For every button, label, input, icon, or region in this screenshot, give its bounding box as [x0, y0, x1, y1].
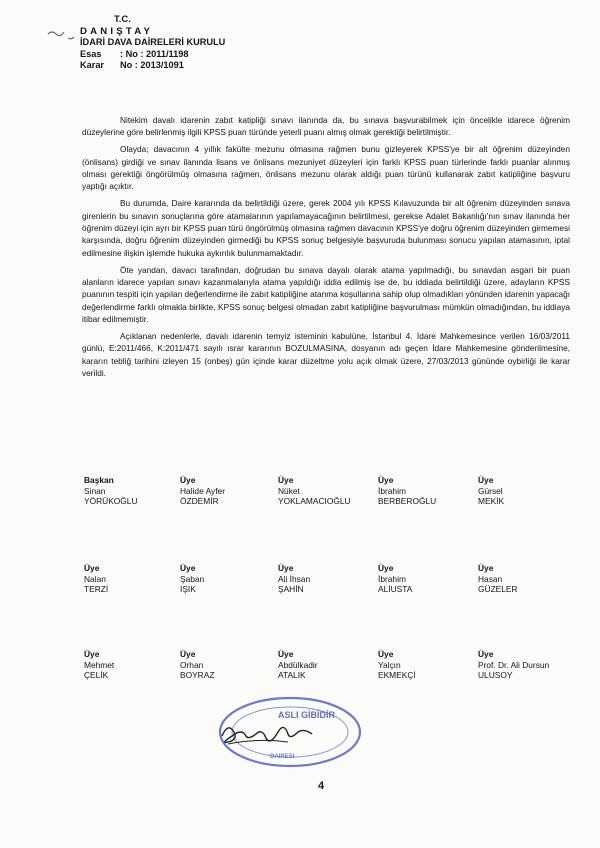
signer-last-name: BERBEROĞLU [378, 496, 437, 507]
signer-last-name: TERZİ [84, 584, 109, 595]
signer-role: Üye [378, 649, 394, 659]
stamp-text-bottom: DAİRESİ [270, 754, 295, 760]
signer-last-name: IŞIK [180, 584, 196, 595]
esas-label: Esas [80, 48, 102, 59]
chamber-name: İDARİ DAVA DAİRELERİ KURULU [80, 37, 226, 48]
signer-first-name: Yalçın [378, 659, 401, 670]
signer-last-name: ÖZDEMİR [180, 496, 219, 507]
court-name: DANIŞTAY [80, 25, 154, 37]
paragraph: Bu durumda, Daire kararında da belirtildiği üzere, gerek 2004 yılı KPSS Kılavuzunda bir alt öğrenim düzeyinden sınava girenlerin bu sınavın sonuçlarına göre atamalarının yapılamayacağının belirtilmesi, gerekse Adalet Bakanlığı'nın sınav ilanında her öğrenim düzeyi için ayrı bir KPSS puan türü öngörülmüş olmasına rağmen davacının KPSS'ye doğru öğrenim düzeyinden girmemesi karşısında, doğru öğrenim düzeyinden girmediği bu KPSS sonuç belgesiyle başvuruda bulunması sonucu yapılan atamasının, iptal edilmesine ilişkin işlemde hukuka aykırılık bulunmamaktadır. [82, 198, 570, 258]
signer-first-name: Prof. Dr. Ali Dursun [478, 659, 550, 670]
signer-first-name: Şaban [180, 573, 205, 584]
signer-role: Üye [278, 563, 294, 573]
signer-role: Üye [478, 475, 494, 485]
signer-role: Üye [278, 475, 294, 485]
margin-mark-icon [44, 20, 84, 50]
signer-first-name: Nalan [84, 573, 106, 584]
signer-last-name: GÜZELER [478, 584, 518, 595]
signer-role: Başkan [84, 475, 114, 485]
signer-role: Üye [478, 563, 494, 573]
signer-role: Üye [378, 475, 394, 485]
karar-row [80, 60, 225, 72]
signer [278, 563, 310, 595]
stamp-text-top: ASLI GİBİDİR [278, 710, 336, 720]
signer-last-name: YÖRÜKOĞLU [84, 496, 138, 507]
signer [180, 563, 204, 595]
paragraph: Öte yandan, davacı tarafından, doğrudan bu sınava dayalı olarak atama yapılmadığı, bu sınavdan asgari bir puan alanların idarece yapılan sınavı kazanmalarıyla atama yapıldığı iddia edilmiş ise de, bu iddiada belirtildiği üzere, adayların KPSS puanının tespiti için yapılan değerlendirme ile zabıt katipliğine atanma koşullarına sahip olup olmadıkları yönünden idarenin yapacağı değerlendirme farklı olmakla birlikte, KPSS sonuç belgesi olmadan zabıt katipliğine başvurulması mümkün olmadığından, bu iddiaya itibar edilmemiştir. [82, 264, 570, 325]
signer-role: Üye [180, 475, 196, 485]
signer-role: Üye [84, 563, 100, 573]
signer [84, 475, 138, 507]
esas-row [80, 49, 225, 61]
esas-value: : No : 2011/1198 [120, 48, 189, 59]
paragraph: Olayda; davacının 4 yıllık fakülte mezunu olmasına rağmen bunu gizleyerek KPSS'ye bir alt öğrenim düzeyinden (önlisans) girdiği ve sınav ilanında lisans ve önlisans mezuniyet düzeyleri için farklı KPSS puan türlerinde farklı puanlar alınmış olması gerektiği öngörülmüş olmasına rağmen, önlisans mezunu olarak aldığı puan türünü kullanarak zabıt katipliğine başvuru yaptığı açıktır. [82, 144, 570, 192]
document-header [80, 14, 225, 72]
signer-last-name: YOKLAMACIOĞLU [278, 496, 351, 507]
signer-last-name: ŞAHİN [278, 584, 304, 595]
signer-role: Üye [84, 649, 100, 659]
signer-first-name: Hasan [478, 573, 503, 584]
signer-role: Üye [478, 649, 494, 659]
signer [478, 649, 549, 681]
signer-last-name: ÇELİK [84, 670, 109, 681]
signer-first-name: Ali İhsan [278, 573, 311, 584]
signer [478, 563, 518, 595]
signer-first-name: Mehmet [84, 659, 115, 670]
signer-first-name: Orhan [180, 659, 204, 670]
page-number: 4 [318, 780, 325, 792]
signer-role: Üye [278, 649, 294, 659]
signer-first-name: İbrahim [378, 573, 406, 584]
signer-last-name: EKMEKÇİ [378, 670, 416, 681]
signer [378, 563, 412, 595]
signer-first-name: İbrahim [378, 485, 406, 496]
signer-first-name: Halide Ayfer [180, 485, 226, 496]
official-stamp-icon [208, 692, 368, 772]
signer [378, 649, 416, 681]
signer-last-name: ULUSOY [478, 670, 513, 681]
signer [278, 649, 318, 681]
signer-first-name: Nüket [278, 485, 300, 496]
signer-last-name: ATALIK [278, 670, 306, 681]
signer-role: Üye [180, 649, 196, 659]
signer-last-name: BOYRAZ [180, 670, 215, 681]
decision-body [82, 114, 570, 384]
signer [84, 563, 108, 595]
karar-value: No : 2013/1091 [120, 60, 184, 71]
signer [84, 649, 114, 681]
tc-label: T.C. [114, 14, 131, 25]
signer-last-name: ALİUSTA [378, 584, 413, 595]
paragraph: Nitekim davalı idarenin zabıt katipliği sınavı ilanında da, bu sınava başvurabilmek için öncelikle idarece öğrenim düzeylerine göre belirlenmiş ilgili KPSS puan türünde yeterli puanı almış olmak gerektiği belirtilmiştir. [82, 115, 570, 138]
signer [180, 475, 225, 507]
signer-first-name: Sinan [84, 485, 106, 496]
karar-label: Karar [80, 60, 105, 71]
signer-first-name: Abdülkadir [278, 659, 318, 670]
signer-role: Üye [378, 563, 394, 573]
signer-last-name: MEKİK [478, 496, 505, 507]
signer [278, 475, 351, 507]
signer [478, 475, 504, 507]
paragraph: Açıklanan nedenlerle, davalı idarenin temyiz isteminin kabulüne, İstanbul 4. İdare Mahkemesince verilen 16/03/2011 günlü, E:2011/466, K:2011/471 sayılı ısrar kararının BOZULMASINA, dosyanın adı geçen İdare Mahkemesine gönderilmesine, kararın tebliğ tarihini izleyen 15 (onbeş) gün içinde karar düzeltme yolu açık olmak üzere, 27/03/2013 gününde oybirliği ile karar verildi. [82, 331, 570, 379]
signer [180, 649, 214, 681]
signer-first-name: Gürsel [478, 485, 503, 496]
signer-role: Üye [180, 563, 196, 573]
signer [378, 475, 436, 507]
